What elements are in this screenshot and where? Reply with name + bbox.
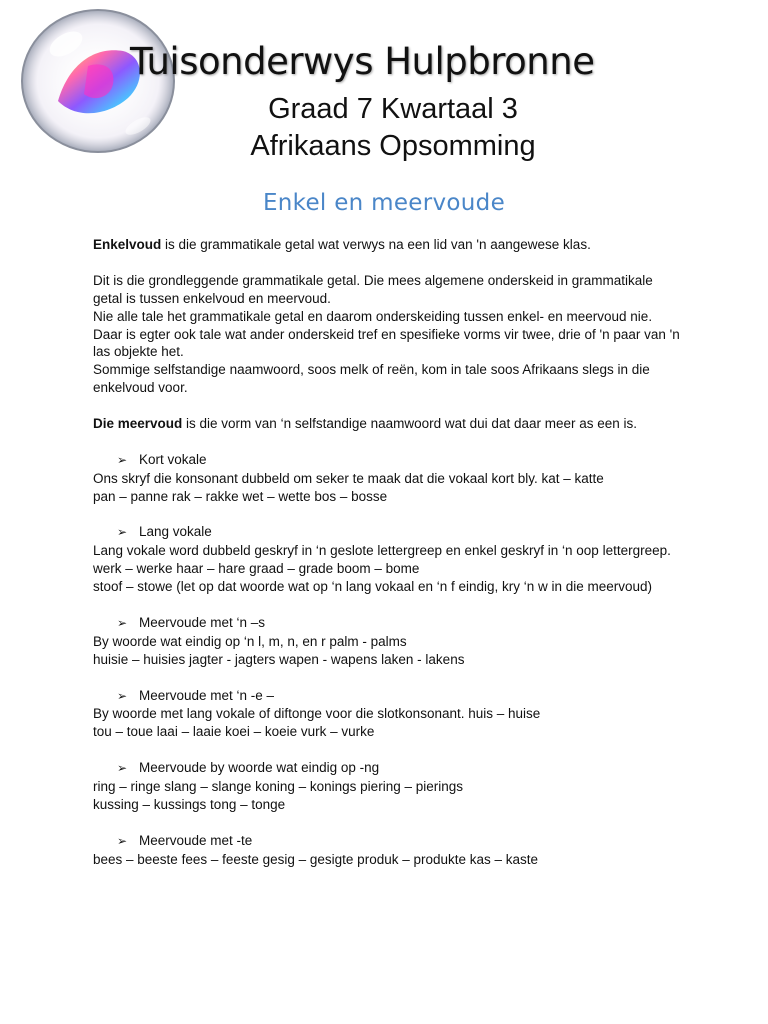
section-line: By woorde met lang vokale of diftonge voor die slotkonsonant. huis – huise: [93, 706, 541, 722]
section-line: bees – beeste fees – feeste gesig – gesigte produk – produkte kas – kaste: [93, 851, 539, 867]
section-title: ➢ Meervoude met ‘n -e –: [93, 687, 683, 706]
section-line: kussing – kussings tong – tonge: [93, 796, 286, 812]
intro-paragraph: Daar is egter ook tale wat ander onderskeid tref en spesifieke vorms vir twee, drie of 'n paar van 'n las objekte het.: [93, 326, 680, 360]
section-title: ➢ Meervoude by woorde wat eindig op -ng: [93, 759, 683, 778]
summary-title: Afrikaans Opsomming: [250, 130, 536, 162]
section-title: ➢ Lang vokale: [93, 523, 683, 542]
section-line: By woorde wat eindig op ‘n l, m, n, en r palm - palms: [93, 633, 407, 649]
section-line: huisie – huisies jagter - jagters wapen - wapens laken - lakens: [93, 651, 465, 667]
arrow-bullet-icon: ➢: [117, 833, 128, 848]
document-heading: Enkel en meervoude: [262, 190, 506, 216]
document-body: [93, 236, 683, 869]
arrow-bullet-icon: ➢: [117, 761, 128, 776]
section-line: ring – ringe slang – slange koning – konings piering – pierings: [93, 779, 463, 795]
section-line: pan – panne rak – rakke wet – wette bos – bosse: [93, 488, 388, 504]
section-title: ➢ Meervoude met -te: [93, 832, 683, 851]
section-title: ➢ Kort vokale: [93, 451, 683, 470]
section-line: werk – werke haar – hare graad – grade boom – bome: [93, 561, 420, 577]
arrow-bullet-icon: ➢: [117, 525, 128, 540]
grade-term-title: Graad 7 Kwartaal 3: [268, 93, 518, 125]
arrow-bullet-icon: ➢: [117, 452, 128, 467]
section-title: ➢ Meervoude met ‘n –s: [93, 614, 683, 633]
section-line: stoof – stowe (let op dat woorde wat op ‘n lang vokaal en ‘n f eindig, kry ‘n w in die meervoud): [93, 579, 653, 595]
brand-title: Tuisonderwys Hulpbronne: [130, 40, 595, 83]
intro-paragraph: Nie alle tale het grammatikale getal en daarom onderskeiding tussen enkel- en meervoud nie.: [93, 308, 653, 324]
section-line: Ons skryf die konsonant dubbeld om seker te maak dat die vokaal kort bly. kat – katte: [93, 470, 604, 486]
section-line: tou – toue laai – laaie koei – koeie vurk – vurke: [93, 724, 375, 740]
section-line: Lang vokale word dubbeld geskryf in ‘n geslote lettergreep en enkel geskryf in ‘n oop lettergreep.: [93, 543, 671, 559]
arrow-bullet-icon: ➢: [117, 688, 128, 703]
intro-paragraph: Dit is die grondleggende grammatikale getal. Die mees algemene onderskeid in grammatikale getal is tussen enkelvoud en meervoud.: [93, 272, 653, 306]
intro-paragraph: Sommige selfstandige naamwoord, soos melk of reën, kom in tale soos Afrikaans slegs in die enkelvoud voor.: [93, 362, 650, 396]
arrow-bullet-icon: ➢: [117, 615, 128, 630]
intro-paragraph-singular: Enkelvoud is die grammatikale getal wat verwys na een lid van 'n aangewese klas.: [93, 237, 591, 252]
intro-paragraph-plural: Die meervoud is die vorm van ‘n selfstandige naamwoord wat dui dat daar meer as een is.: [93, 416, 638, 432]
